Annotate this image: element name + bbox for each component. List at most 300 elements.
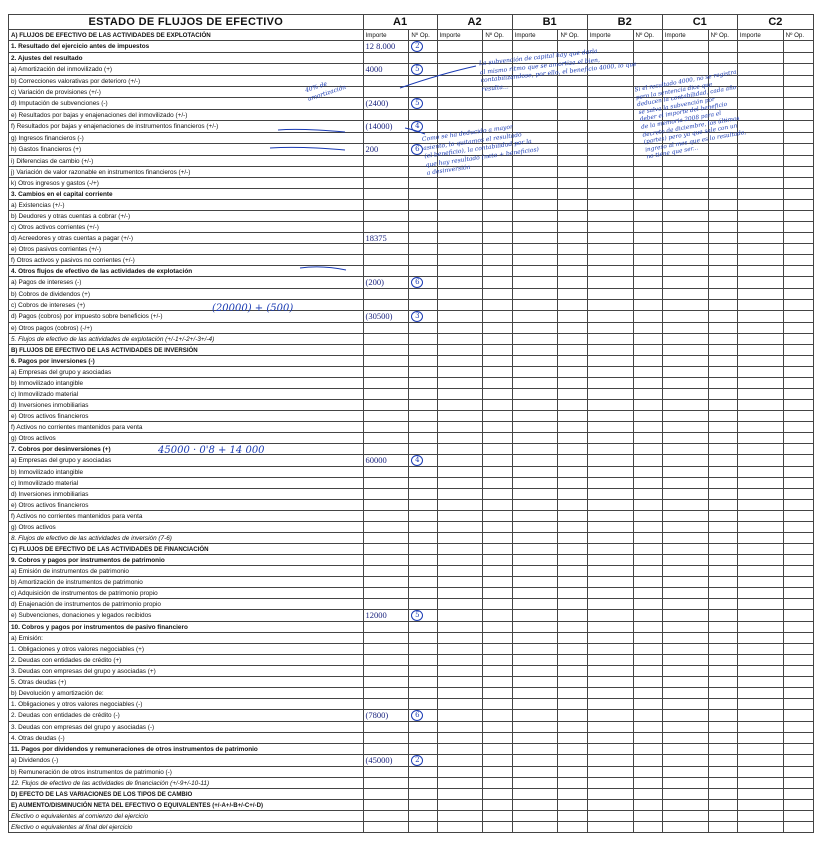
empty-cell	[662, 356, 708, 367]
empty-cell	[737, 233, 783, 244]
empty-cell	[662, 53, 708, 64]
empty-cell	[437, 76, 483, 87]
empty-cell	[437, 389, 483, 400]
a1-importe-cell	[363, 533, 409, 544]
empty-cell	[558, 444, 587, 455]
empty-cell	[437, 266, 483, 277]
empty-cell	[783, 345, 813, 356]
row-label: B) FLUJOS DE EFECTIVO DE LAS ACTIVIDADES DE INVERSIÓN	[9, 345, 364, 356]
empty-cell	[512, 400, 558, 411]
total-row	[9, 778, 814, 789]
empty-cell	[737, 367, 783, 378]
empty-cell	[783, 800, 813, 811]
empty-cell	[737, 444, 783, 455]
empty-cell	[587, 389, 633, 400]
empty-cell	[662, 345, 708, 356]
table-row	[9, 755, 814, 767]
a1-importe-cell	[363, 211, 409, 222]
empty-cell	[512, 710, 558, 722]
empty-cell	[558, 400, 587, 411]
section-header-row	[9, 800, 814, 811]
col-importe-c2: Importe	[737, 30, 783, 41]
empty-cell	[737, 455, 783, 467]
empty-cell	[437, 610, 483, 622]
a1-op-cell	[409, 189, 437, 200]
empty-cell	[558, 389, 587, 400]
table-row	[9, 178, 814, 189]
empty-cell	[708, 255, 737, 266]
empty-cell	[437, 699, 483, 710]
a1-importe-cell	[363, 577, 409, 588]
empty-cell	[512, 233, 558, 244]
empty-cell	[708, 544, 737, 555]
empty-cell	[662, 323, 708, 334]
empty-cell	[708, 655, 737, 666]
a1-op-cell	[409, 255, 437, 266]
empty-cell	[662, 244, 708, 255]
empty-cell	[483, 767, 512, 778]
empty-cell	[558, 522, 587, 533]
empty-cell	[437, 577, 483, 588]
empty-cell	[633, 566, 662, 577]
empty-cell	[483, 300, 512, 311]
row-label: 2. Deudas con entidades de crédito (+)	[9, 655, 364, 666]
empty-cell	[633, 455, 662, 467]
title-row	[9, 15, 814, 30]
empty-cell	[558, 688, 587, 699]
a1-importe-cell	[363, 733, 409, 744]
row-label: a) Empresas del grupo y asociadas	[9, 455, 364, 467]
empty-cell	[708, 422, 737, 433]
empty-cell	[708, 41, 737, 53]
empty-cell	[737, 522, 783, 533]
empty-cell	[737, 778, 783, 789]
empty-cell	[708, 677, 737, 688]
table-row	[9, 200, 814, 211]
empty-cell	[783, 433, 813, 444]
empty-cell	[737, 500, 783, 511]
empty-cell	[483, 655, 512, 666]
empty-cell	[662, 167, 708, 178]
empty-cell	[558, 189, 587, 200]
empty-cell	[512, 655, 558, 666]
empty-cell	[512, 533, 558, 544]
empty-cell	[737, 98, 783, 110]
table-row	[9, 666, 814, 677]
empty-cell	[437, 41, 483, 53]
empty-cell	[483, 389, 512, 400]
empty-cell	[633, 222, 662, 233]
empty-cell	[483, 577, 512, 588]
empty-cell	[558, 555, 587, 566]
empty-cell	[633, 311, 662, 323]
empty-cell	[587, 522, 633, 533]
row-label: f) Resultados por bajas y enajenaciones de instrumentos financieros (+/-)	[9, 121, 364, 133]
empty-cell	[783, 266, 813, 277]
empty-cell	[783, 378, 813, 389]
operation-number: 5	[411, 64, 423, 75]
a1-importe-cell	[363, 511, 409, 522]
empty-cell	[662, 378, 708, 389]
empty-cell	[662, 289, 708, 300]
empty-cell	[708, 599, 737, 610]
col-importe-b1: Importe	[512, 30, 558, 41]
empty-cell	[708, 211, 737, 222]
empty-cell	[587, 189, 633, 200]
empty-cell	[483, 555, 512, 566]
empty-cell	[558, 178, 587, 189]
empty-cell	[662, 822, 708, 833]
table-row	[9, 566, 814, 577]
empty-cell	[437, 444, 483, 455]
empty-cell	[633, 467, 662, 478]
table-row	[9, 189, 814, 200]
empty-cell	[633, 599, 662, 610]
empty-cell	[512, 610, 558, 622]
a1-importe-cell	[363, 699, 409, 710]
empty-cell	[783, 277, 813, 289]
a1-op-cell	[409, 822, 437, 833]
row-label: Efectivo o equivalentes al final del ejercicio	[9, 822, 364, 833]
a1-op-cell	[409, 110, 437, 121]
empty-cell	[708, 778, 737, 789]
empty-cell	[783, 211, 813, 222]
empty-cell	[783, 666, 813, 677]
empty-cell	[587, 98, 633, 110]
empty-cell	[737, 655, 783, 666]
empty-cell	[512, 41, 558, 53]
a1-importe-cell: (2400)	[363, 98, 409, 110]
impuesto-calc: (20000) + (500)	[212, 303, 294, 314]
empty-cell	[483, 467, 512, 478]
a1-importe-cell	[363, 378, 409, 389]
empty-cell	[633, 211, 662, 222]
empty-cell	[783, 633, 813, 644]
empty-cell	[633, 41, 662, 53]
empty-cell	[783, 323, 813, 334]
empty-cell	[783, 722, 813, 733]
empty-cell	[737, 755, 783, 767]
empty-cell	[558, 588, 587, 599]
empty-cell	[512, 688, 558, 699]
row-label: 6. Pagos por inversiones (-)	[9, 356, 364, 367]
empty-cell	[483, 345, 512, 356]
a1-importe-cell	[363, 289, 409, 300]
empty-cell	[737, 87, 783, 98]
col-importe-b2: Importe	[587, 30, 633, 41]
empty-cell	[633, 178, 662, 189]
empty-cell	[587, 133, 633, 144]
empty-cell	[437, 722, 483, 733]
a1-op-cell	[409, 433, 437, 444]
empty-cell	[708, 53, 737, 64]
empty-cell	[483, 811, 512, 822]
empty-cell	[587, 511, 633, 522]
empty-cell	[633, 300, 662, 311]
empty-cell	[512, 211, 558, 222]
empty-cell	[662, 455, 708, 467]
empty-cell	[708, 189, 737, 200]
empty-cell	[512, 800, 558, 811]
empty-cell	[437, 744, 483, 755]
empty-cell	[512, 266, 558, 277]
a1-op-cell	[409, 744, 437, 755]
empty-cell	[587, 699, 633, 710]
empty-cell	[737, 422, 783, 433]
empty-cell	[512, 555, 558, 566]
empty-cell	[437, 400, 483, 411]
empty-cell	[708, 345, 737, 356]
empty-cell	[708, 699, 737, 710]
row-label: 1. Obligaciones y otros valores negociables (+)	[9, 644, 364, 655]
row-label: b) Devolución y amortización de:	[9, 688, 364, 699]
empty-cell	[737, 323, 783, 334]
empty-cell	[783, 767, 813, 778]
empty-cell	[512, 356, 558, 367]
a1-importe-cell	[363, 255, 409, 266]
col-op-c2: Nº Op.	[783, 30, 813, 41]
empty-cell	[483, 633, 512, 644]
row-label: Efectivo o equivalentes al comienzo del ejercicio	[9, 811, 364, 822]
a1-importe-cell	[363, 489, 409, 500]
empty-cell	[558, 121, 587, 133]
empty-cell	[587, 334, 633, 345]
empty-cell	[737, 334, 783, 345]
empty-cell	[587, 345, 633, 356]
empty-cell	[437, 677, 483, 688]
empty-cell	[558, 677, 587, 688]
row-label: a) Empresas del grupo y asociadas	[9, 367, 364, 378]
empty-cell	[783, 400, 813, 411]
empty-cell	[437, 178, 483, 189]
note-b1: La subvención de capital hay que darla al mismo ritmo que se amortiza el bien, contabilizándose, por ello, el beneficio 4000, lo que resulta...	[478, 47, 638, 93]
a1-importe-cell	[363, 666, 409, 677]
empty-cell	[512, 367, 558, 378]
row-label: a) Existencias (+/-)	[9, 200, 364, 211]
table-row	[9, 156, 814, 167]
empty-cell	[437, 189, 483, 200]
empty-cell	[558, 255, 587, 266]
a1-importe-cell	[363, 133, 409, 144]
empty-cell	[587, 744, 633, 755]
empty-cell	[483, 266, 512, 277]
a1-op-cell	[409, 211, 437, 222]
a1-op-cell	[409, 98, 437, 110]
empty-cell	[633, 378, 662, 389]
empty-cell	[708, 467, 737, 478]
a1-importe-cell	[363, 356, 409, 367]
row-label: f) Otros activos y pasivos no corrientes (+/-)	[9, 255, 364, 266]
empty-cell	[512, 822, 558, 833]
row-label: f) Activos no corrientes mantenidos para venta	[9, 511, 364, 522]
empty-cell	[662, 533, 708, 544]
a1-importe-cell: 12 8.000	[363, 41, 409, 53]
empty-cell	[783, 544, 813, 555]
row-label: e) Otros activos financieros	[9, 411, 364, 422]
empty-cell	[708, 156, 737, 167]
row-label: e) Subvenciones, donaciones y legados recibidos	[9, 610, 364, 622]
empty-cell	[512, 433, 558, 444]
empty-cell	[437, 233, 483, 244]
empty-cell	[737, 789, 783, 800]
empty-cell	[587, 677, 633, 688]
empty-cell	[437, 778, 483, 789]
row-label: d) Pagos (cobros) por impuesto sobre beneficios (+/-)	[9, 311, 364, 323]
subheader-row	[9, 30, 814, 41]
row-label: C) FLUJOS DE EFECTIVO DE LAS ACTIVIDADES DE FINANCIACIÓN	[9, 544, 364, 555]
empty-cell	[512, 222, 558, 233]
col-importe-a2: Importe	[437, 30, 483, 41]
a1-importe-cell: (45000)	[363, 755, 409, 767]
a1-op-cell	[409, 722, 437, 733]
empty-cell	[783, 133, 813, 144]
a1-op-cell	[409, 644, 437, 655]
empty-cell	[587, 444, 633, 455]
empty-cell	[437, 544, 483, 555]
empty-cell	[783, 455, 813, 467]
empty-cell	[708, 822, 737, 833]
empty-cell	[662, 500, 708, 511]
empty-cell	[783, 489, 813, 500]
empty-cell	[483, 367, 512, 378]
a1-op-cell	[409, 300, 437, 311]
empty-cell	[708, 300, 737, 311]
empty-cell	[558, 244, 587, 255]
empty-cell	[483, 744, 512, 755]
empty-cell	[587, 266, 633, 277]
empty-cell	[708, 800, 737, 811]
empty-cell	[633, 367, 662, 378]
row-label: a) Emisión:	[9, 633, 364, 644]
empty-cell	[558, 644, 587, 655]
empty-cell	[587, 489, 633, 500]
empty-cell	[587, 778, 633, 789]
empty-cell	[437, 710, 483, 722]
empty-cell	[662, 577, 708, 588]
table-row	[9, 289, 814, 300]
table-row	[9, 555, 814, 566]
empty-cell	[708, 378, 737, 389]
a1-op-cell	[409, 710, 437, 722]
empty-cell	[587, 544, 633, 555]
empty-cell	[662, 478, 708, 489]
row-label: f) Activos no corrientes mantenidos para venta	[9, 422, 364, 433]
row-label: 3. Cambios en el capital corriente	[9, 189, 364, 200]
empty-cell	[783, 389, 813, 400]
total-row	[9, 533, 814, 544]
table-row	[9, 489, 814, 500]
empty-cell	[587, 255, 633, 266]
a1-importe-cell	[363, 789, 409, 800]
empty-cell	[783, 53, 813, 64]
row-label: e) Otros activos financieros	[9, 500, 364, 511]
row-label: c) Otros activos corrientes (+/-)	[9, 222, 364, 233]
section-header-row	[9, 544, 814, 555]
empty-cell	[558, 300, 587, 311]
empty-cell	[737, 666, 783, 677]
table-row	[9, 64, 814, 76]
empty-cell	[662, 433, 708, 444]
table-row	[9, 655, 814, 666]
empty-cell	[737, 566, 783, 577]
empty-cell	[662, 41, 708, 53]
empty-cell	[633, 356, 662, 367]
empty-cell	[737, 345, 783, 356]
note-c1: Si el resultado 4000, no se registra pero la sentencia dice que deducen la contabilidad, cada año se salva la subvención por deber el importe del beneficio de la memoria 2008 para el decreto de diciembre, los últimos (partes) pero ya que sale con un ingreso al mes que es lo resultado, no tiene que ser...	[634, 69, 747, 161]
empty-cell	[662, 444, 708, 455]
a1-op-cell	[409, 467, 437, 478]
row-label: d) Inversiones inmobiliarias	[9, 400, 364, 411]
empty-cell	[483, 110, 512, 121]
a1-op-cell	[409, 622, 437, 633]
empty-cell	[437, 53, 483, 64]
empty-cell	[512, 522, 558, 533]
empty-cell	[512, 110, 558, 121]
empty-cell	[783, 167, 813, 178]
row-label: e) Otros pasivos corrientes (+/-)	[9, 244, 364, 255]
empty-cell	[662, 422, 708, 433]
empty-cell	[483, 688, 512, 699]
empty-cell	[512, 255, 558, 266]
table-row	[9, 378, 814, 389]
empty-cell	[783, 300, 813, 311]
row-label: h) Gastos financieros (+)	[9, 144, 364, 156]
empty-cell	[737, 688, 783, 699]
empty-cell	[483, 244, 512, 255]
empty-cell	[737, 41, 783, 53]
a1-importe-cell	[363, 345, 409, 356]
empty-cell	[737, 64, 783, 76]
empty-cell	[708, 710, 737, 722]
empty-cell	[633, 53, 662, 64]
empty-cell	[587, 87, 633, 98]
empty-cell	[783, 110, 813, 121]
empty-cell	[483, 699, 512, 710]
table-row	[9, 222, 814, 233]
empty-cell	[662, 266, 708, 277]
row-label: g) Otros activos	[9, 433, 364, 444]
empty-cell	[437, 87, 483, 98]
empty-cell	[737, 378, 783, 389]
empty-cell	[783, 41, 813, 53]
empty-cell	[708, 389, 737, 400]
empty-cell	[737, 767, 783, 778]
empty-cell	[587, 789, 633, 800]
empty-cell	[437, 755, 483, 767]
a1-importe-cell	[363, 811, 409, 822]
empty-cell	[737, 156, 783, 167]
empty-cell	[587, 311, 633, 323]
empty-cell	[708, 767, 737, 778]
col-importe-a1: Importe	[363, 30, 409, 41]
desinversion-calc: 45000 · 0'8 + 14 000	[158, 445, 265, 456]
empty-cell	[587, 500, 633, 511]
empty-cell	[708, 511, 737, 522]
row-label: 10. Cobros y pagos por instrumentos de pasivo financiero	[9, 622, 364, 633]
empty-cell	[737, 167, 783, 178]
empty-cell	[483, 588, 512, 599]
row-label: 5. Otras deudas (+)	[9, 677, 364, 688]
table-body	[9, 41, 814, 833]
a1-importe-cell	[363, 633, 409, 644]
empty-cell	[708, 178, 737, 189]
a1-importe-cell	[363, 156, 409, 167]
row-label: 8. Flujos de efectivo de las actividades de inversión (7-6)	[9, 533, 364, 544]
empty-cell	[483, 378, 512, 389]
a1-op-cell	[409, 367, 437, 378]
row-label: d) Acreedores y otras cuentas a pagar (+/-)	[9, 233, 364, 244]
empty-cell	[437, 422, 483, 433]
